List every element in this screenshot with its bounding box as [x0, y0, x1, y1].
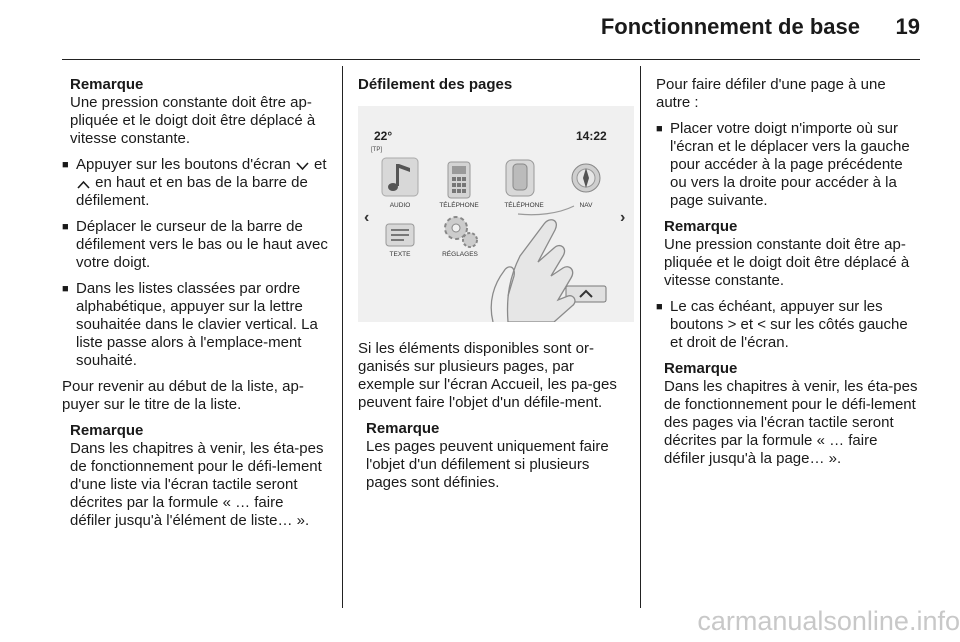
note-title: Remarque	[366, 420, 440, 437]
note-text: Une pression constante doit être ap-pliquée et le doigt doit être déplacé à vitesse constante.	[664, 236, 910, 289]
note-text: Les pages peuvent uniquement faire l'objet d'un défilement si plusieurs pages sont définies.	[366, 438, 609, 491]
note-box	[656, 218, 922, 290]
note-title: Remarque	[664, 360, 738, 377]
bullet-text-post: sur les côtés gauche et droit de l'écran.	[670, 316, 908, 351]
column-3	[656, 76, 922, 476]
paragraph-pages: Si les éléments disponibles sont or-ganisés sur plusieurs pages, par exemple sur l'écran Accueil, les pa-ges peuvent faire l'objet d'un défile-ment.	[358, 340, 617, 411]
status-time: 14:22	[576, 129, 607, 143]
bullet-scrollbar: ■ Déplacer le curseur de la barre de défilement vers le bas ou le haut avec votre doigt.	[62, 218, 328, 272]
watermark: carmanualsonline.info	[697, 606, 960, 636]
less-than-icon: <	[757, 316, 766, 333]
app-label-telephone-2: TÉLÉPHONE	[504, 202, 544, 209]
app-label-telephone: TÉLÉPHONE	[439, 202, 479, 209]
note-box	[358, 420, 626, 492]
bullet-text-mid: et	[740, 316, 754, 333]
app-label-texte: TEXTE	[389, 251, 411, 258]
status-temperature: 22°	[374, 129, 393, 143]
paragraph-scroll-pages: Pour faire défiler d'une page à une autre :	[656, 76, 886, 111]
note-box	[62, 422, 328, 530]
column-2	[358, 76, 626, 500]
header-rule	[62, 59, 920, 60]
bullet-alphabetic: ■ Dans les listes classées par ordre alphabétique, appuyer sur la lettre souhaitée dans le clavier vertical. La liste passe alors à l'emplace-ment souhaité.	[62, 280, 328, 370]
paragraph-list-title: Pour revenir au début de la liste, ap-puyer sur le titre de la liste.	[62, 378, 304, 413]
page-arrow-right: ›	[620, 209, 626, 226]
home-screen-figure	[358, 106, 634, 322]
chevron-down-icon	[295, 156, 310, 174]
text-message-icon	[386, 224, 414, 246]
column-divider-2	[640, 66, 641, 608]
note-box	[62, 76, 328, 148]
app-label-audio: AUDIO	[389, 202, 411, 209]
note-text: Dans les chapitres à venir, les éta-pes de fonctionnement pour le défi-lement d'une liste via l'écran tactile seront décrites par la formule « … faire défiler jusqu'à l'élément de liste… ».	[70, 440, 324, 529]
column-1	[62, 76, 328, 538]
page-number: 19	[895, 14, 920, 39]
bullet-text-pre: Appuyer sur les boutons d'écran	[76, 156, 291, 173]
nav-compass-icon	[572, 164, 600, 192]
bullet-side-buttons	[656, 298, 922, 352]
audio-icon	[382, 158, 418, 196]
bullet-scroll-buttons	[62, 156, 328, 210]
column-divider-1	[342, 66, 343, 608]
chevron-up-icon	[76, 174, 91, 192]
app-label-nav: NAV	[579, 202, 593, 209]
page-arrow-left: ‹	[364, 209, 370, 226]
note-title: Remarque	[70, 422, 144, 439]
note-text: Dans les chapitres à venir, les éta-pes de fonctionnement pour le défi-lement des pages via l'écran tactile seront décrites par la formule « … faire défiler jusqu'à la page… ».	[664, 378, 918, 467]
phone-handset-icon	[506, 160, 534, 196]
bullet-text-mid: et	[314, 156, 327, 173]
greater-than-icon: >	[727, 316, 737, 333]
note-text: Une pression constante doit être ap-pliquée et le doigt doit être déplacé à vitesse constante.	[70, 94, 316, 147]
bullet-text-pre: Le cas échéant, appuyer sur les boutons	[670, 298, 883, 333]
bullet-swipe: ■ Placer votre doigt n'importe où sur l'écran et le déplacer vers la gauche pour accéder à la page précédente ou vers la droite pour accéder à la page suivante.	[656, 120, 922, 210]
status-tp: [TP]	[371, 147, 383, 153]
note-title: Remarque	[70, 76, 144, 93]
app-label-reglages: RÉGLAGES	[442, 251, 478, 258]
note-box	[656, 360, 922, 468]
bullet-text-post: en haut et en bas de la barre de défilement.	[76, 174, 308, 209]
home-screen-illustration	[358, 106, 634, 322]
page-header-title: Fonctionnement de base	[600, 14, 860, 39]
note-title: Remarque	[664, 218, 738, 235]
section-title: Défilement des pages	[358, 76, 513, 93]
phone-keypad-icon	[448, 162, 470, 198]
